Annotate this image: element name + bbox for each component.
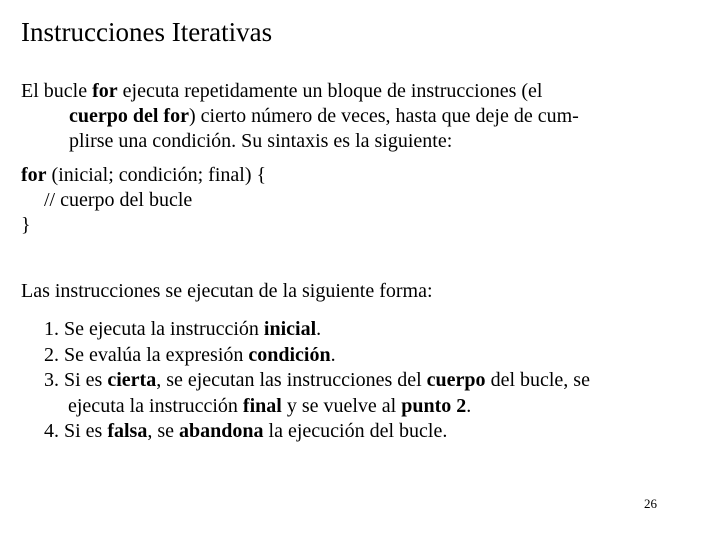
step-3-text-b: , se ejecutan las instrucciones del bbox=[156, 369, 427, 391]
step-2-bold: condición bbox=[248, 343, 331, 366]
steps-list bbox=[44, 317, 590, 445]
intro-line-2 bbox=[21, 104, 711, 129]
step-3-bold-b: cuerpo bbox=[426, 369, 486, 391]
step-3-text-d: ejecuta la instrucción bbox=[68, 394, 243, 417]
step-3-bold-a: cierta bbox=[107, 369, 157, 391]
intro-line-3 bbox=[21, 129, 711, 154]
syntax-header: (inicial; condición; final) { bbox=[46, 164, 267, 186]
step-4-text-b: , se bbox=[147, 420, 180, 442]
step-3-line-2 bbox=[44, 394, 590, 420]
syntax-close-brace: } bbox=[21, 214, 31, 236]
step-2 bbox=[44, 343, 590, 369]
intro-keyword-cuerpo: cuerpo del for bbox=[69, 105, 189, 127]
intro-paragraph bbox=[21, 79, 711, 154]
intro-text-3: ) cierto número de veces, hasta que deje de cum- bbox=[188, 105, 579, 127]
steps-intro: Las instrucciones se ejecutan de la siguiente forma: bbox=[21, 280, 433, 302]
step-1 bbox=[44, 317, 590, 343]
intro-text-4: plirse una condición. Su sintaxis es la siguiente: bbox=[69, 130, 453, 152]
step-3-bold-d: punto 2 bbox=[401, 394, 467, 417]
syntax-comment: // cuerpo del bucle bbox=[44, 189, 193, 211]
step-4-text-a: 4. Si es bbox=[44, 420, 108, 442]
intro-line-1 bbox=[21, 79, 711, 104]
step-1-text: 1. Se ejecuta la instrucción bbox=[44, 318, 264, 340]
step-4-end: la ejecución del bucle. bbox=[263, 420, 448, 442]
step-4-bold-a: falsa bbox=[107, 420, 148, 442]
step-3-line-1 bbox=[44, 368, 590, 394]
step-3-end: . bbox=[466, 394, 472, 417]
intro-text-2: ejecuta repetidamente un bloque de instrucciones (el bbox=[117, 80, 543, 102]
syntax-line-1 bbox=[21, 163, 266, 188]
step-1-bold: inicial bbox=[263, 318, 317, 340]
syntax-keyword-for: for bbox=[21, 164, 47, 186]
slide-title: Instrucciones Iterativas bbox=[21, 17, 273, 47]
step-2-end: . bbox=[330, 343, 336, 366]
intro-keyword-for: for bbox=[92, 80, 118, 102]
step-3-text-e: y se vuelve al bbox=[281, 394, 402, 417]
step-3-text-c: del bucle, se bbox=[485, 369, 590, 391]
intro-text-1: El bucle bbox=[21, 80, 93, 102]
page-number: 26 bbox=[644, 496, 657, 511]
step-2-text: 2. Se evalúa la expresión bbox=[44, 343, 249, 366]
step-4 bbox=[44, 419, 590, 445]
syntax-block bbox=[21, 163, 266, 238]
step-1-end: . bbox=[316, 318, 322, 340]
step-3-text-a: 3. Si es bbox=[44, 369, 108, 391]
step-4-bold-b: abandona bbox=[179, 420, 264, 442]
step-3-bold-c: final bbox=[242, 394, 282, 417]
